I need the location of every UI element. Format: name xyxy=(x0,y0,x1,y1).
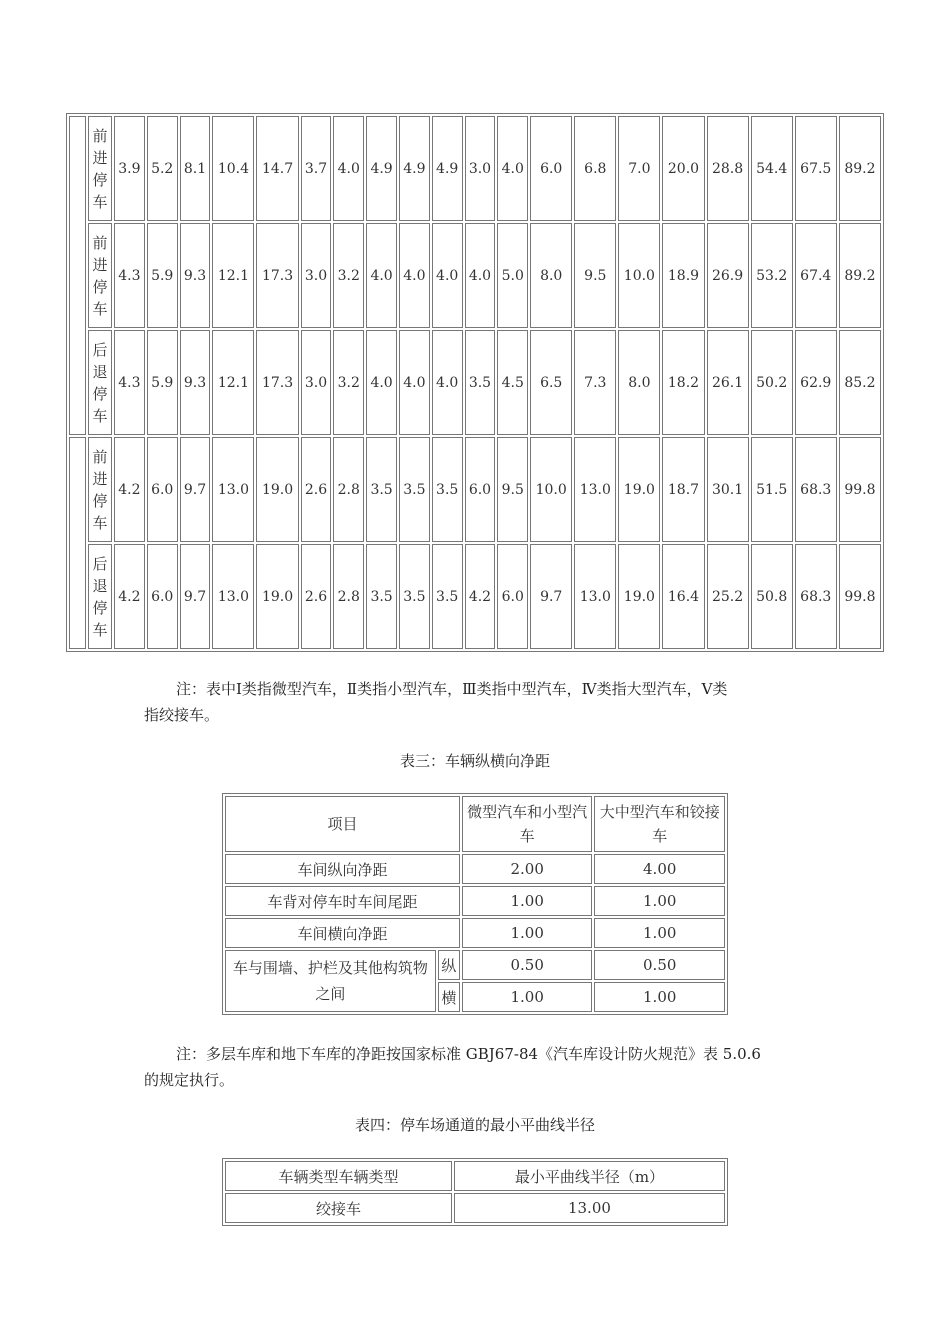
header-vehicle-type: 车辆类型车辆类型 xyxy=(225,1161,452,1191)
value-cell: 3.0 xyxy=(301,330,332,435)
value-cell: 89.2 xyxy=(839,223,881,328)
value-cell: 7.3 xyxy=(574,330,616,435)
value-cell: 51.5 xyxy=(751,437,793,542)
value-cell: 3.5 xyxy=(432,437,463,542)
row-vehicle-type: 绞接车 xyxy=(225,1193,452,1223)
value-cell: 3.5 xyxy=(399,437,430,542)
row-label-char: 车 xyxy=(92,299,108,318)
row-label-char: 车 xyxy=(92,406,108,425)
value-cell: 6.0 xyxy=(147,544,178,649)
value-cell: 4.0 xyxy=(432,223,463,328)
value-cell: 3.2 xyxy=(333,330,364,435)
value-cell: 8.0 xyxy=(618,330,660,435)
value-cell: 4.0 xyxy=(366,330,397,435)
value-cell: 62.9 xyxy=(795,330,837,435)
value-cell: 9.3 xyxy=(180,330,211,435)
value-cell: 99.8 xyxy=(839,544,881,649)
row-value-small: 1.00 xyxy=(462,886,593,916)
value-cell: 4.0 xyxy=(497,116,528,221)
value-cell: 8.0 xyxy=(530,223,572,328)
value-cell: 6.0 xyxy=(465,437,496,542)
value-cell: 9.7 xyxy=(180,544,211,649)
note-line: 注：表中Ⅰ类指微型汽车，Ⅱ类指小型汽车，Ⅲ类指中型汽车，Ⅳ类指大型汽车，Ⅴ类 xyxy=(176,680,728,698)
row-label xyxy=(88,223,112,328)
value-cell: 12.1 xyxy=(212,223,254,328)
row-label-char: 车 xyxy=(92,620,108,639)
value-cell: 4.0 xyxy=(432,330,463,435)
vehicle-spacing-table xyxy=(222,793,728,1015)
row-label-char: 前 xyxy=(92,447,108,466)
value-cell: 4.2 xyxy=(114,544,145,649)
note-vehicle-classes xyxy=(176,676,727,702)
value-cell: 5.9 xyxy=(147,223,178,328)
table-header-row xyxy=(225,1161,725,1191)
value-cell: 3.5 xyxy=(366,437,397,542)
row-value-small: 2.00 xyxy=(462,854,593,884)
value-cell: 18.2 xyxy=(662,330,704,435)
table3-caption: 表三：车辆纵横向净距 xyxy=(399,752,550,770)
value-cell: 19.0 xyxy=(256,437,298,542)
value-cell: 6.8 xyxy=(574,116,616,221)
group-cell xyxy=(69,437,86,649)
value-cell: 19.0 xyxy=(618,544,660,649)
note-line: 的规定执行。 xyxy=(144,1071,235,1089)
row-item: 车间横向净距 xyxy=(225,918,460,948)
value-cell: 3.5 xyxy=(465,330,496,435)
value-cell: 9.5 xyxy=(574,223,616,328)
value-cell: 9.5 xyxy=(497,437,528,542)
note-garage-spacing-cont xyxy=(144,1067,234,1093)
value-cell: 53.2 xyxy=(751,223,793,328)
value-cell: 6.0 xyxy=(147,437,178,542)
value-cell: 28.8 xyxy=(707,116,749,221)
row-label-char: 车 xyxy=(92,513,108,532)
value-cell: 10.0 xyxy=(530,437,572,542)
row-value-small: 0.50 xyxy=(462,950,593,980)
row-value-large: 1.00 xyxy=(594,918,725,948)
table-row xyxy=(225,854,725,884)
row-label xyxy=(88,437,112,542)
row-min-radius: 13.00 xyxy=(454,1193,725,1223)
value-cell: 4.0 xyxy=(366,223,397,328)
value-cell: 3.5 xyxy=(432,544,463,649)
value-cell: 17.3 xyxy=(256,223,298,328)
row-label-char: 停 xyxy=(92,170,108,189)
table-row xyxy=(225,1193,725,1223)
value-cell: 50.2 xyxy=(751,330,793,435)
value-cell: 67.4 xyxy=(795,223,837,328)
value-cell: 6.0 xyxy=(530,116,572,221)
row-label-char: 后 xyxy=(92,340,108,359)
row-label-char: 进 xyxy=(92,148,108,167)
value-cell: 4.9 xyxy=(366,116,397,221)
value-cell: 7.0 xyxy=(618,116,660,221)
note-line: 注：多层车库和地下车库的净距按国家标准 GBJ67-84《汽车库设计防火规范》表 5.0.6 xyxy=(176,1045,761,1063)
header-item: 项目 xyxy=(225,796,460,852)
value-cell: 18.7 xyxy=(662,437,704,542)
row-direction: 纵 xyxy=(438,950,460,980)
value-cell: 12.1 xyxy=(212,330,254,435)
value-cell: 13.0 xyxy=(574,544,616,649)
value-cell: 6.5 xyxy=(530,330,572,435)
value-cell: 4.2 xyxy=(465,544,496,649)
group-cell xyxy=(69,116,86,435)
note-vehicle-classes-cont xyxy=(144,702,219,728)
row-label-char: 前 xyxy=(92,233,108,252)
note-line: 指绞接车。 xyxy=(144,706,220,724)
value-cell: 2.6 xyxy=(301,437,332,542)
value-cell: 25.2 xyxy=(707,544,749,649)
row-label-char: 前 xyxy=(92,126,108,145)
value-cell: 17.3 xyxy=(256,330,298,435)
row-label xyxy=(88,544,112,649)
value-cell: 26.1 xyxy=(707,330,749,435)
value-cell: 20.0 xyxy=(662,116,704,221)
value-cell: 4.2 xyxy=(114,437,145,542)
value-cell: 68.3 xyxy=(795,544,837,649)
table-row xyxy=(69,544,881,649)
value-cell: 54.4 xyxy=(751,116,793,221)
value-cell: 4.0 xyxy=(465,223,496,328)
table-row xyxy=(69,223,881,328)
value-cell: 3.9 xyxy=(114,116,145,221)
value-cell: 3.5 xyxy=(399,544,430,649)
value-cell: 10.0 xyxy=(618,223,660,328)
curve-radius-table xyxy=(222,1158,728,1226)
table4-caption: 表四：停车场通道的最小平曲线半径 xyxy=(354,1116,595,1134)
value-cell: 2.8 xyxy=(333,544,364,649)
row-value-large: 4.00 xyxy=(594,854,725,884)
value-cell: 4.3 xyxy=(114,330,145,435)
row-label-char: 退 xyxy=(92,576,108,595)
header-small-car: 微型汽车和小型汽车 xyxy=(462,796,593,852)
row-item-wall: 车与围墙、护栏及其他构筑物之间 xyxy=(225,950,436,1012)
row-label-char: 进 xyxy=(92,255,108,274)
value-cell: 19.0 xyxy=(256,544,298,649)
row-label-char: 停 xyxy=(92,491,108,510)
header-min-radius: 最小平曲线半径（m） xyxy=(454,1161,725,1191)
value-cell: 5.0 xyxy=(497,223,528,328)
header-large-car: 大中型汽车和铰接车 xyxy=(594,796,725,852)
note-garage-spacing xyxy=(176,1041,761,1067)
row-label xyxy=(88,116,112,221)
row-direction: 横 xyxy=(438,982,460,1012)
table-row xyxy=(225,950,725,980)
value-cell: 3.5 xyxy=(366,544,397,649)
value-cell: 18.9 xyxy=(662,223,704,328)
value-cell: 50.8 xyxy=(751,544,793,649)
row-label xyxy=(88,330,112,435)
value-cell: 6.0 xyxy=(497,544,528,649)
value-cell: 67.5 xyxy=(795,116,837,221)
value-cell: 9.7 xyxy=(180,437,211,542)
value-cell: 30.1 xyxy=(707,437,749,542)
value-cell: 4.9 xyxy=(432,116,463,221)
value-cell: 3.2 xyxy=(333,223,364,328)
table-row xyxy=(69,116,881,221)
row-label-char: 后 xyxy=(92,554,108,573)
value-cell: 89.2 xyxy=(839,116,881,221)
table-row xyxy=(225,918,725,948)
value-cell: 5.2 xyxy=(147,116,178,221)
value-cell: 16.4 xyxy=(662,544,704,649)
row-label-char: 停 xyxy=(92,277,108,296)
row-value-large: 0.50 xyxy=(594,950,725,980)
value-cell: 9.3 xyxy=(180,223,211,328)
value-cell: 3.0 xyxy=(465,116,496,221)
table-row xyxy=(225,886,725,916)
value-cell: 10.4 xyxy=(212,116,254,221)
value-cell: 4.0 xyxy=(333,116,364,221)
value-cell: 4.3 xyxy=(114,223,145,328)
row-value-small: 1.00 xyxy=(462,982,593,1012)
table-row xyxy=(69,437,881,542)
row-value-small: 1.00 xyxy=(462,918,593,948)
value-cell: 26.9 xyxy=(707,223,749,328)
row-value-large: 1.00 xyxy=(594,982,725,1012)
row-label-char: 进 xyxy=(92,469,108,488)
value-cell: 2.8 xyxy=(333,437,364,542)
value-cell: 4.0 xyxy=(399,330,430,435)
value-cell: 5.9 xyxy=(147,330,178,435)
value-cell: 4.0 xyxy=(399,223,430,328)
row-label-char: 停 xyxy=(92,384,108,403)
value-cell: 19.0 xyxy=(618,437,660,542)
value-cell: 2.6 xyxy=(301,544,332,649)
row-label-char: 停 xyxy=(92,598,108,617)
value-cell: 8.1 xyxy=(180,116,211,221)
value-cell: 13.0 xyxy=(212,544,254,649)
value-cell: 85.2 xyxy=(839,330,881,435)
value-cell: 68.3 xyxy=(795,437,837,542)
value-cell: 9.7 xyxy=(530,544,572,649)
row-label-char: 车 xyxy=(92,192,108,211)
value-cell: 14.7 xyxy=(256,116,298,221)
value-cell: 13.0 xyxy=(212,437,254,542)
value-cell: 13.0 xyxy=(574,437,616,542)
row-item: 车间纵向净距 xyxy=(225,854,460,884)
row-label-char: 退 xyxy=(92,362,108,381)
value-cell: 3.0 xyxy=(301,223,332,328)
value-cell: 4.5 xyxy=(497,330,528,435)
value-cell: 3.7 xyxy=(301,116,332,221)
row-value-large: 1.00 xyxy=(594,886,725,916)
parking-dimension-table xyxy=(66,113,884,652)
value-cell: 4.9 xyxy=(399,116,430,221)
row-item: 车背对停车时车间尾距 xyxy=(225,886,460,916)
table-row xyxy=(69,330,881,435)
value-cell: 99.8 xyxy=(839,437,881,542)
